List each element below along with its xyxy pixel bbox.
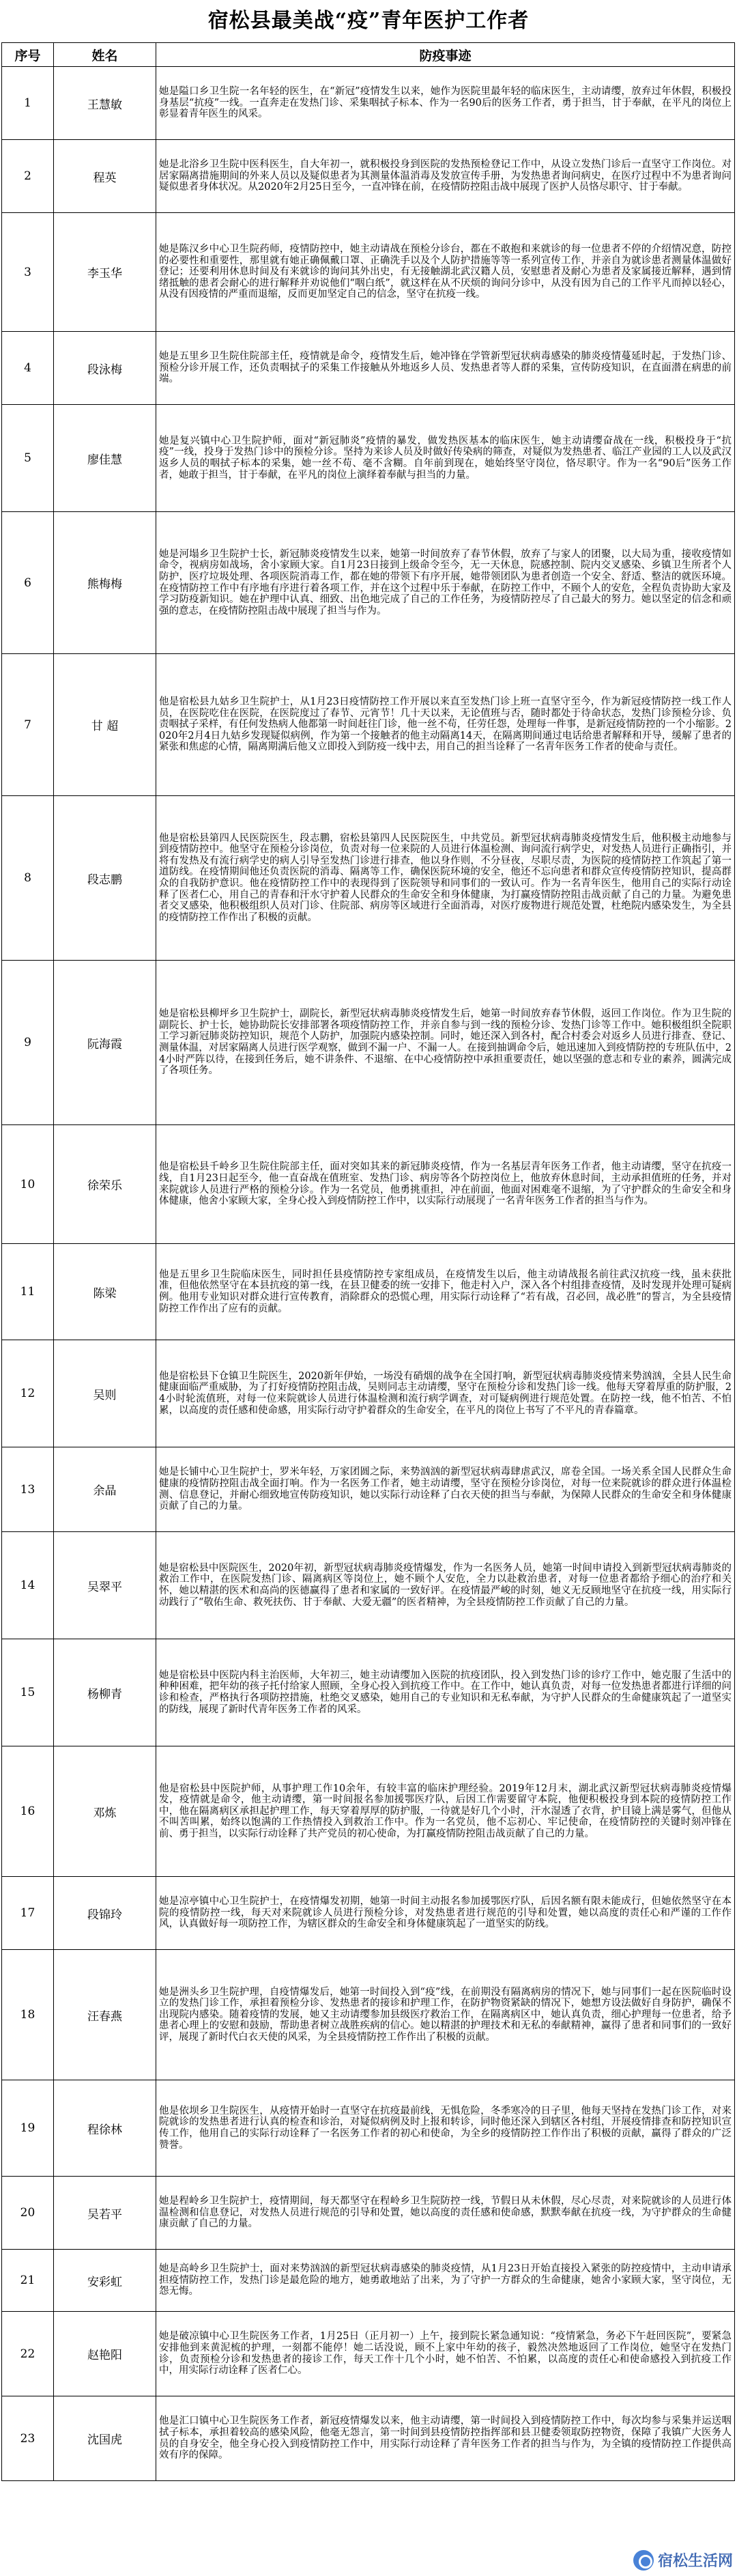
table-row bbox=[2, 1532, 735, 1639]
row-number: 20 bbox=[2, 2177, 54, 2250]
table-row bbox=[2, 67, 735, 140]
table-row bbox=[2, 961, 735, 1125]
row-number: 15 bbox=[2, 1639, 54, 1746]
row-name: 程徐林 bbox=[54, 2080, 156, 2177]
row-name: 陈梁 bbox=[54, 1244, 156, 1340]
row-deeds: 她是陈汉乡中心卫生院药师，疫情防控中，她主动请战在预检分诊台，都在不敢抱和来就诊的每一位患者不停的介绍情况意，防控的必要性和重要性，那里就有她正确佩戴口罩、正确洗手以及个人防护措施等等一系列宣传工作，并亲自为就诊患者测量体温做好登记；还要利用休息时间及有来就诊的询问其外出史，有无接触湖北武汉籍人员，安慰患者及耐心为患者及家属接近解释，遇到情绪抵触的患者会耐心的进行解释并劝说他们“咽白纸”，就这样在从不厌烦的询问分诊中，从没有因为自己的工作平凡而掉以轻心，从没有因疫情的严重而退缩，反而更加坚定自己的信念，坚守在抗疫一线。 bbox=[156, 213, 735, 332]
row-deeds: 她是破凉镇中心卫生院医务工作者，1月25日（正月初一）上午，接到院长紧急通知说：“疫情紧急，务必下午赶回医院”，要紧急安排他到来黄泥梳的护理，一刻都不能停！她二话没说，顾不上家中年幼的孩子，毅然决然地返回了工作岗位，她坚守在发热门诊，负责预检分诊和发热患者的接诊工作，每天工作十几个小时，她不怕苦、不怕累，以高度的责任心和使命感投入到抗疫工作中，用实际行动诠释了医者仁心。 bbox=[156, 2312, 735, 2396]
row-name: 王慧敏 bbox=[54, 67, 156, 140]
row-deeds: 她是宿松县中医院医生，2020年初，新型冠状病毒肺炎疫情爆发，作为一名医务人员，她第一时间申请投入到新型冠状病毒肺炎的救治工作中，在医院发热门诊、隔离病区等岗位上，她不顾个人安危，全力以赴救治患者，对每一位患者都给予细心的治疗和关怀，她以精湛的医术和高尚的医德赢得了患者和家属的一致好评。在疫情最严峻的时刻，她义无反顾地坚守在抗疫一线，用实际行动践行了“敬佑生命、救死扶伤、甘于奉献、大爱无疆”的医者精神，为全县疫情防控工作贡献了自己的力量。 bbox=[156, 1532, 735, 1639]
row-number: 13 bbox=[2, 1447, 54, 1532]
row-number: 21 bbox=[2, 2250, 54, 2312]
table-row bbox=[2, 1877, 735, 1950]
table-row bbox=[2, 512, 735, 654]
row-number: 11 bbox=[2, 1244, 54, 1340]
row-name: 段泳梅 bbox=[54, 332, 156, 405]
row-deeds: 她是凉亭镇中心卫生院护士，在疫情爆发初期，她第一时间主动报名参加援鄂医疗队，后因名额有限未能成行，但她依然坚守在本院的疫情防控一线，每天对来院就诊人员进行预检分诊，对发热患者进行规范的引导和处置，她以高度的责任心和严谨的工作作风，认真做好每一项防控工作，为辖区群众的生命安全和身体健康筑起了一道坚实的防线。 bbox=[156, 1877, 735, 1950]
row-deeds: 她是隘口乡卫生院一名年轻的医生，在“新冠”疫情发生以来，她作为医院里最年轻的临床医生，主动请缨，放弃过年休假，积极投身基层“抗疫”一线。一直奔走在发热门诊、采集咽拭子标本、作为一名90后的医务工作者，勇于担当，甘于奉献，在平凡的岗位上彰显着青年医生的风采。 bbox=[156, 67, 735, 140]
row-number: 12 bbox=[2, 1340, 54, 1447]
row-deeds: 他是宿松县下仓镇卫生院医生，2020新年伊始，一场没有硝烟的战争在全国打响，新型冠状病毒肺炎疫情来势汹汹，全县人民生命健康面临严重威胁，为了打好疫情防控阻击战，吴则同志主动请缨，坚守在预检分诊和发热门诊一线。他每天穿着厚重的防护服，24小时轮流值班，对每一位来院就诊人员进行体温检测和流行病学调查，对可疑病例进行规范处置。在防控一线，他不怕苦、不怕累，以高度的责任感和使命感，用实际行动守护着群众的生命安全，在平凡的岗位上书写了不平凡的青春篇章。 bbox=[156, 1340, 735, 1447]
row-deeds: 她是高岭乡卫生院护士，面对来势汹汹的新型冠状病毒感染的肺炎疫情，从1月23日开始直接投入紧张的防控疫情中，主动申请承担疫情防控工作，发热门诊是最危险的地方，她勇敢地站了出来，为了守护一方群众的生命健康，她舍小家顾大家，坚守岗位，无怨无悔。 bbox=[156, 2250, 735, 2312]
table-row bbox=[2, 332, 735, 405]
row-number: 14 bbox=[2, 1532, 54, 1639]
table-row bbox=[2, 1447, 735, 1532]
row-number: 2 bbox=[2, 140, 54, 213]
row-name: 沈国虎 bbox=[54, 2396, 156, 2481]
row-number: 6 bbox=[2, 512, 54, 654]
row-number: 1 bbox=[2, 67, 54, 140]
row-number: 7 bbox=[2, 654, 54, 796]
row-deeds: 他是依坝乡卫生院医生，从疫情开始时一直坚守在抗疫最前线，无惧危险，冬季寒冷的日子里，他每天坚持在发热门诊工作，对来院就诊的发热患者进行认真的检查和诊治，对疑似病例及时上报和转诊，同时他还深入到辖区各村组，开展疫情排查和防控知识宣传工作，他用自己的实际行动诠释了一名医务工作者的初心和使命，为全乡的疫情防控工作作出了积极的贡献，赢得了群众的广泛赞誉。 bbox=[156, 2080, 735, 2177]
row-deeds: 他是宿松县九姑乡卫生院护士，从1月23日疫情防控工作开展以来直至发热门诊上班一直坚守至今，作为新冠疫情防控一线工作人员，在医院吃住在医院，在医院度过了春节、元宵节！几十天以来，无论值班与否，随时都处于待命状态，发热门诊预检分诊、负责咽拭子采样，有任何发热病人他都第一时间赶往门诊，他一丝不苟，任劳任怨，处理每一件事，是新冠疫情防控的一个小缩影。2020年2月4日九姑乡发现疑似病例，作为第一个接触者的他主动隔离14天，在隔离期间通过电话给患者解释和开导，缓解了患者的紧张和焦虑的心情，隔离期满后他又立即投入到防疫一线中去，用自己的担当诠释了一名青年医务工作者的使命与责任。 bbox=[156, 654, 735, 796]
row-deeds: 他是宿松县千岭乡卫生院住院部主任，面对突如其来的新冠肺炎疫情，作为一名基层青年医务工作者，他主动请缨，坚守在抗疫一线，自1月23日起至今，他一直奋战在值班室、发热门诊、病房等各个防控岗位上，他放弃休息时间，主动承担值班的任务，并对来院就诊人员进行严格的预检分诊。作为一名党员，他勇挑重担，冲在前面，他面对困难毫不退缩，为了守护群众的生命安全和身体健康，他舍小家顾大家，全身心投入到疫情防控工作中，以实际行动展现了一名青年医务工作者的担当与作为。 bbox=[156, 1125, 735, 1244]
table-row bbox=[2, 796, 735, 961]
row-number: 17 bbox=[2, 1877, 54, 1950]
table-row bbox=[2, 654, 735, 796]
row-name: 阮海霞 bbox=[54, 961, 156, 1125]
row-deeds: 她是复兴镇中心卫生院护师，面对“新冠肺炎”疫情的暴发，做发热医基本的临床医生，她主动请缨奋战在一线，积极投身于“抗疫”一线，投身于发热门诊中的预检分诊。坚持为来诊人员及时做好传染病的筛查，对疑似为发热患者、临江产业园的工人以及武汉返乡人员的咽拭子标本的采集，她一丝不苟、毫不含糊。自年前到现在，她始终坚守岗位，恪尽职守。作为一名“90后”医务工作者，她敢于担当，甘于奉献，在平凡的岗位上演绎着奉献与担当的力量。 bbox=[156, 405, 735, 512]
table-row bbox=[2, 405, 735, 512]
row-number: 9 bbox=[2, 961, 54, 1125]
row-name: 段锦玲 bbox=[54, 1877, 156, 1950]
document-title: 宿松县最美战“疫”青年医护工作者 bbox=[207, 9, 530, 33]
row-deeds: 她是北浴乡卫生院中医科医生，自大年初一，就积极投身到医院的发热预检登记工作中，从设立发热门诊后一直坚守工作岗位。对居家隔离措施期间的外来人员以及疑似患者为其测量体温消毒及发放宣传手册，为发热患者询问病史，在医疗过程中不为患者询问疑似患者身体状况。从2020年2月25日至今，一直冲锋在前，在疫情防控阻击战中展现了医护人员恪尽职守、甘于奉献。 bbox=[156, 140, 735, 213]
row-number: 10 bbox=[2, 1125, 54, 1244]
table-row bbox=[2, 2312, 735, 2396]
row-name: 安彩虹 bbox=[54, 2250, 156, 2312]
table-row bbox=[2, 2177, 735, 2250]
row-name: 甘 超 bbox=[54, 654, 156, 796]
table-row bbox=[2, 213, 735, 332]
row-deeds: 他是汇口镇中心卫生院医务工作者，新冠疫情爆发以来，他主动请缨，第一时间投入到疫情防控工作中，每次均参与采集并运送咽拭子标本，承担着较高的感染风险，他毫无怨言，第一时间到县疫情防控指挥部和县卫健委领取防控物资，保障了我镇广大医务人员的自身安全，他全身心投入到疫情防控工作中，用实际行动诠释了青年医务工作者的担当与作为，为全镇的疫情防控工作提供高效有序的保障。 bbox=[156, 2396, 735, 2481]
watermark bbox=[633, 2549, 733, 2571]
header-name: 姓名 bbox=[54, 43, 156, 67]
row-name: 徐荣乐 bbox=[54, 1125, 156, 1244]
row-name: 熊梅梅 bbox=[54, 512, 156, 654]
table-row bbox=[2, 1125, 735, 1244]
row-deeds: 他是宿松县第四人民医院医生，段志鹏，宿松县第四人民医院医生，中共党员。新型冠状病毒肺炎疫情发生后，他积极主动地参与到疫情防控中。他坚守在预检分诊岗位，负责对每一位来院的人员进行体温检测、询问流行病学史，对发热人员进行正确指引，并将有发热及有流行病学史的病人引导至发热门诊进行排查，他以身作则，不分昼夜，尽职尽责，为医院的疫情防控工作筑起了第一道防线。在疫情期间他还负责医院的消毒、隔离等工作，确保医院环境的安全，他还不忘向患者和群众宣传疫情防控知识，提高群众的自我防护意识。他在疫情防控工作中的表现得到了医院领导和同事们的一致认可。作为一名青年医生，他用自己的实际行动诠释了医者仁心，用自己的青春和汗水守护着人民群众的生命安全和身体健康，为打赢疫情防控阻击战贡献了自己的力量。为避免患者交叉感染，他积极组织人员对门诊、住院部、病房等区域进行全面消毒，对医疗废物进行规范处置，杜绝院内感染发生，为全县的疫情防控工作作出了积极的贡献。 bbox=[156, 796, 735, 961]
row-deeds: 他是宿松县中医院护师，从事护理工作10余年，有较丰富的临床护理经验。2019年12月末，湖北武汉新型冠状病毒肺炎疫情爆发，疫情就是命令，他主动请缨，第一时间报名参加援鄂医疗队，后因工作需要留守本院，他便积极投身到本院的疫情防控工作中，他在隔离病区承担起护理工作，每天穿着厚厚的防护服，一待就是好几个小时，汗水湿透了衣背，护目镜上满是雾气，但他从不叫苦叫累，始终以饱满的工作热情投入到救治工作中。作为一名党员，他不忘初心、牢记使命，在疫情防控的关键时刻冲锋在前、勇于担当，以实际行动诠释了共产党员的初心使命，为打赢疫情防控阻击战贡献了自己的力量。 bbox=[156, 1746, 735, 1877]
table-row bbox=[2, 1746, 735, 1877]
row-deeds: 她是宿松县中医院内科主治医师，大年初三，她主动请缨加入医院的抗疫团队，投入到发热门诊的诊疗工作中，她克服了生活中的种种困难，把年幼的孩子托付给家人照顾，全身心投入到抗疫工作中。在工作中，她认真负责，对每一位发热患者都进行详细的问诊和检查，严格执行各项防控措施，杜绝交叉感染，她用自己的专业知识和无私奉献，为守护人民群众的生命健康筑起了一道坚实的防线，展现了新时代青年医务工作者的风采。 bbox=[156, 1639, 735, 1746]
row-number: 22 bbox=[2, 2312, 54, 2396]
honoree-table bbox=[1, 42, 735, 2481]
row-number: 23 bbox=[2, 2396, 54, 2481]
site-logo-icon bbox=[633, 2550, 654, 2571]
row-number: 8 bbox=[2, 796, 54, 961]
table-row bbox=[2, 1639, 735, 1746]
row-deeds: 她是长铺中心卫生院护士，罗米年轻，万家团圆之际，来势汹汹的新型冠状病毒肆虐武汉，席卷全国。一场关系全国人民群众生命健康的疫情防控阻击战全面打响。作为一名医务工作者，她主动请缨，坚守在预检分诊岗位，对每一位来院就诊的群众进行体温检测、信息登记，并耐心细致地宣传防疫知识，她以实际行动诠释了白衣天使的担当与奉献，为保障人民群众的生命安全和身体健康贡献了自己的力量。 bbox=[156, 1447, 735, 1532]
table-row bbox=[2, 2080, 735, 2177]
table-row bbox=[2, 1340, 735, 1447]
table-row bbox=[2, 2250, 735, 2312]
row-name: 吴若平 bbox=[54, 2177, 156, 2250]
watermark-text: 宿松生活网 bbox=[657, 2553, 733, 2570]
row-deeds: 他是五里乡卫生院临床医生，同时担任县疫情防控专家组成员，在疫情发生以后，他主动请战报名前往武汉抗疫一线，虽未获批准，但他依然坚守在本县抗疫的第一线，在县卫健委的统一安排下，他走村入户，深入各个村组排查疫情，及时发现并处理可疑病例。他用专业知识对群众进行宣传教育，消除群众的恐慌心理，用实际行动诠释了“若有战，召必回，战必胜”的誓言，为全县疫情防控工作作出了应有的贡献。 bbox=[156, 1244, 735, 1340]
row-deeds: 她是宿松县柳坪乡卫生院护士，副院长，新型冠状病毒肺炎疫情发生后，她第一时间放弃春节休假，返回工作岗位。作为卫生院的副院长、护士长，她协助院长安排部署各项疫情防控工作，并亲自参与到一线的预检分诊、发热门诊等工作中。她积极组织全院职工学习新冠肺炎防控知识，规范个人防护，加强院内感染控制。同时，她还深入到各村，配合村委会对返乡人员进行排查、登记、测量体温，对居家隔离人员进行医学观察，做到不漏一户、不漏一人。在接到抽调命令后，她迅速加入到疫情防控的专班队伍中，24小时严阵以待，在接到任务后，她不讲条件、不退缩、在中心疫情防控中承担重要责任，她以坚强的意志和专业的素养，圆满完成了各项任务。 bbox=[156, 961, 735, 1125]
row-name: 邓炼 bbox=[54, 1746, 156, 1877]
table-row bbox=[2, 2396, 735, 2481]
row-deeds: 她是洲头乡卫生院护理，自疫情爆发后，她第一时间投入到“疫”线，在前期没有隔离病房的情况下，她与同事们一起在医院临时设立的发热门诊工作，承担着预检分诊、发热患者的接诊和护理工作，在防护物资紧缺的情况下，她想方设法做好自身防护，确保不出现院内感染。随着疫情的发展，她又主动请缨参加县级医疗救治工作，在隔离病区中，她认真负责，细心护理每一位患者，给予患者心理上的安慰和鼓励，帮助患者树立战胜疾病的信心。她以精湛的护理技术和无私的奉献精神，赢得了患者和同事们的一致好评，展现了新时代白衣天使的风采，为全县疫情防控工作作出了积极的贡献。 bbox=[156, 1950, 735, 2080]
row-name: 余晶 bbox=[54, 1447, 156, 1532]
table-row bbox=[2, 1244, 735, 1340]
row-number: 3 bbox=[2, 213, 54, 332]
row-deeds: 她是河塌乡卫生院护士长，新冠肺炎疫情发生以来，她第一时间放弃了春节休假，放弃了与家人的团聚，以大局为重，接收疫情如命令，视病房如战场，舍小家顾大家。自1月23日接到上级命令至今，无一天休息，院感控制、院内交叉感染、乡镇卫生所者个人防护，医疗垃圾处理、各项医院消毒工作，都在她的带领下有序开展，她带领团队为患者创造一个安全、舒适、整洁的就医环境。在疫情防控工作中有序地有序进行着各项工作，并在这个过程中乐于奉献，在防控工作中，不顾个人的安危，全程负责协助大家及学习防疫新知识。她在护理中认真、细致、出色地完成了自己的工作任务，为疫情防控尽了自己最大的努力。她以坚定的信念和顽强的意志，在疫情防控阻击战中展现了担当与作为。 bbox=[156, 512, 735, 654]
table-header-row bbox=[2, 43, 735, 67]
row-number: 4 bbox=[2, 332, 54, 405]
header-number: 序号 bbox=[2, 43, 54, 67]
row-name: 赵艳阳 bbox=[54, 2312, 156, 2396]
row-name: 廖佳慧 bbox=[54, 405, 156, 512]
row-name: 吴则 bbox=[54, 1340, 156, 1447]
row-name: 吴翠平 bbox=[54, 1532, 156, 1639]
row-number: 5 bbox=[2, 405, 54, 512]
row-name: 汪春燕 bbox=[54, 1950, 156, 2080]
row-name: 程英 bbox=[54, 140, 156, 213]
row-name: 段志鹏 bbox=[54, 796, 156, 961]
table-row bbox=[2, 140, 735, 213]
row-number: 16 bbox=[2, 1746, 54, 1877]
row-number: 18 bbox=[2, 1950, 54, 2080]
row-deeds: 她是五里乡卫生院住院部主任，疫情就是命令，疫情发生后，她冲锋在学管新型冠状病毒感染的肺炎疫情蔓延时起，于发热门诊、预检分诊开展工作，还负责咽拭子的采集工作接触从外地返乡人员、发热患者等人群的采集，宣传防疫知识，在直面潜在病患的前端。 bbox=[156, 332, 735, 405]
row-number: 19 bbox=[2, 2080, 54, 2177]
row-deeds: 她是程岭乡卫生院护士，疫情期间，每天都坚守在程岭乡卫生院防控一线，节假日从未休假，尽心尽责，对来院就诊的人员进行体温检测和信息登记，对发热人员进行规范的引导和处置，她以高度的责任感和使命感，默默奉献在抗疫一线，为守护群众的生命健康贡献了自己的力量。 bbox=[156, 2177, 735, 2250]
row-name: 李玉华 bbox=[54, 213, 156, 332]
table-row bbox=[2, 1950, 735, 2080]
row-name: 杨柳青 bbox=[54, 1639, 156, 1746]
header-deeds: 防疫事迹 bbox=[156, 43, 735, 67]
